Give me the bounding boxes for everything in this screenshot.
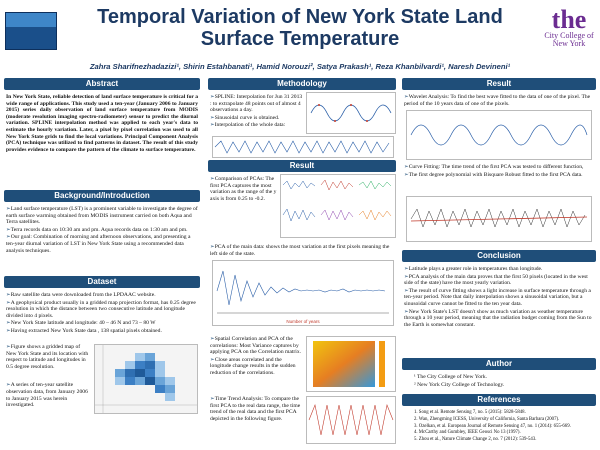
dataset-item: ➢ Having extracted New York State data , 138 spatial pixels obtained. xyxy=(6,328,198,335)
methodology-item: ➢ Interpolation of the whole data: xyxy=(210,122,304,129)
curve-fitting-figure xyxy=(406,196,592,242)
result-mid-list xyxy=(210,176,278,203)
affiliation-item: ¹ The City College of New York. xyxy=(414,374,488,380)
dataset-fig-item: ➢ A series of ten-year satellite observation data, from January 2006 to January 2015 was herein investigated. xyxy=(6,382,90,408)
correlation-heatmap-figure xyxy=(306,336,396,392)
grid-map-image xyxy=(95,345,197,413)
nys-grid-map-figure xyxy=(94,344,198,414)
reference-item: 1. Song et al. Remote Sensing 7, no. 5 (2015): 5828-5848. xyxy=(414,410,526,415)
background-item: ➢ Our goal: Combination of morning and afternoon observations, and presenting a ten-year diurnal variation of LST in New York State using a recommended data analysis techniques. xyxy=(6,234,198,254)
result-mid-list-2 xyxy=(210,244,396,258)
reference-item: 4. McCarthy and Gumbley, IEEE Geosci No 13 (1997). xyxy=(414,430,521,436)
dataset-figure-caption xyxy=(6,344,90,410)
result-mid-item: ➢ Time Trend Analysis: To compare the first PCA to the real data range, the time trend of the real data and the first PCA depicted in the following figure. xyxy=(210,396,304,422)
methodology-item: ➢ SPLINE: Interpolation for Jun 31 2013 : to extrapolate 48 points out of almost 4 observations a day. xyxy=(210,94,304,114)
dataset-item: ➢ New York State latitude and longitude: 40 – 46 N and 73 – 80 W xyxy=(6,320,198,327)
background-list xyxy=(6,206,198,255)
section-dataset: Dataset xyxy=(4,276,200,288)
result-right-item: ➢ Wavelet Analysis: To find the best wave fitted to the data of one of the pixel. The period of the 10 years data of one of the pixels. xyxy=(404,94,594,107)
result-right-item: ➢ Curve Fitting: The time trend of the first PCA was tested to different function, xyxy=(404,164,594,171)
left-logo-image xyxy=(5,12,57,50)
result-mid-item: ➢ Close areas correlated and the longitude change results in the sudden reduction of the correlations. xyxy=(210,357,304,377)
dataset-item: ➢ Raw satellite data were downloaded from the LPDAAC website. xyxy=(6,292,198,299)
result-right-list-2 xyxy=(404,164,594,179)
references-list xyxy=(414,410,594,444)
result-mid-item: ➢ Comparison of PCAs: The first PCA captures the most variation as the range of the y axis is from 0.25 to -0.2. xyxy=(210,176,278,202)
ccny-logo-caption: City College of New York xyxy=(544,31,594,48)
section-background: Background/Introduction xyxy=(4,190,200,202)
poster-title: Temporal Variation of New York State Land Surface Temperature xyxy=(97,6,503,50)
conclusion-item: ➢ Latitude plays a greater role in temperatures than longitude. xyxy=(404,266,594,273)
pca-x-axis-label: Number of years xyxy=(286,319,320,324)
conclusion-item: ➢ New York State's LST doesn't show as much variation as weather temperature through a 10 year period, meaning that the radiation budget coming from the Sun to the Earth is somewhat constant. xyxy=(404,309,594,329)
methodology-list xyxy=(210,94,304,130)
dataset-list xyxy=(6,292,198,336)
dataset-item: ➢ A geophysical product usually in a gridded map projection format, has 0.25 degree resolution in which the distance between two consecutive latitude and longitude divided into 4 pixels. xyxy=(6,300,198,320)
dataset-fig-item: ➢ Figure shows a gridded map of New York State and its location with respect to latitude and longitudes in 0.5 degree resolution. xyxy=(6,344,90,370)
author-affiliations xyxy=(414,374,594,389)
author-line: Zahra Sharifnezhadazizi¹, Shirin Estahbanati¹, Hamid Norouzi², Satya Prakash¹, Reza Khanbilvardi¹, Naresh Devineni¹ xyxy=(89,62,511,71)
reference-item: 3. Ozelkan, et al. European Journal of Remote Sensing 47, no. 1 (2014): 655-669. xyxy=(414,423,571,429)
background-item: ➢ Terra records data on 10:30 am and pm. Aqua records data on 1:30 am and pm. xyxy=(6,227,198,234)
result-mid-item: ➢ Spatial Correlation and PCA of the correlations: Most Variance captures by applying PCA on the Correlation matrix. xyxy=(210,336,304,356)
section-references: References xyxy=(402,394,596,406)
time-trend-figure xyxy=(306,396,396,444)
wavelet-figure xyxy=(406,110,592,160)
methodology-item: ➢ Sinusoidal curve is obtained. xyxy=(210,115,304,122)
poster-header xyxy=(0,0,600,62)
section-conclusion: Conclusion xyxy=(402,250,596,262)
result-mid-list-4 xyxy=(210,396,304,423)
pca-main-data-figure xyxy=(212,260,394,326)
section-abstract: Abstract xyxy=(4,78,200,90)
section-result-right: Result xyxy=(402,78,596,90)
spline-interpolation-figure xyxy=(306,92,396,134)
background-item: ➢ Land surface temperature (LST) is a prominent variable to investigate the degree of earth surface warming obtained from MODIS instrument carried on both Aqua and Terra satellites. xyxy=(6,206,198,226)
reference-item: 5. Zhou et al., Nature Climate Change 2, no. 7 (2012): 539-543. xyxy=(414,437,537,443)
result-mid-item: ➢ PCA of the main data: shows the most variation at the first pixels meaning the left side of the state. xyxy=(210,244,396,257)
reference-item: 2. Wan, Zhengming ICESS, University of California, Santa Barbara (2007). xyxy=(414,416,560,422)
affiliation-item: ² New York City College of Technology. xyxy=(414,381,505,388)
result-right-item: ➢ The first degree polynomial with Bisquare Robust fitted to the first PCA data. xyxy=(404,172,594,179)
conclusion-item: ➢ PCA analysis of the main data proves that the first 50 pixels (located in the west side of the state) have the most yearly variation. xyxy=(404,274,594,287)
section-result-middle: Result xyxy=(208,160,396,172)
whole-data-interpolation-figure xyxy=(212,136,394,158)
ccny-logo-word: the xyxy=(551,5,587,34)
abstract-text: In New York State, reliable detection of land surface temperature is critical for a wide range of applications. This study used a ten-year (January 2006 to January 2015) series daily observation of land surface temperature from MODIS (moderate resolution imaging spectro-radiometer) sensor to predict the diurnal variation. SPLINE interpolation method was applied to each year's data to estimate the hourly variation. Later, a pixel by pixel correlation was used to all New York State grids to find the local variations. Principal Component Analysis (PCA) technique was utilized to find patterns in dataset. The result of this study provides evidence to compare the pattern of the climate to surface temperature. xyxy=(6,94,198,153)
conclusion-item: ➢ The result of curve fitting shows a light increase in surface temperature through a ten-year period. Note that daily interpolation shows a sinusoidal variation, but a sinusoidal curve cannot be fitted to the ten year data. xyxy=(404,288,594,308)
result-right-list xyxy=(404,94,594,108)
section-author: Author xyxy=(402,358,596,370)
conclusion-list xyxy=(404,266,594,329)
ccny-logo xyxy=(540,5,598,56)
result-mid-list-3 xyxy=(210,336,304,378)
pca-comparison-figure xyxy=(280,174,396,238)
section-methodology: Methodology xyxy=(208,78,396,90)
